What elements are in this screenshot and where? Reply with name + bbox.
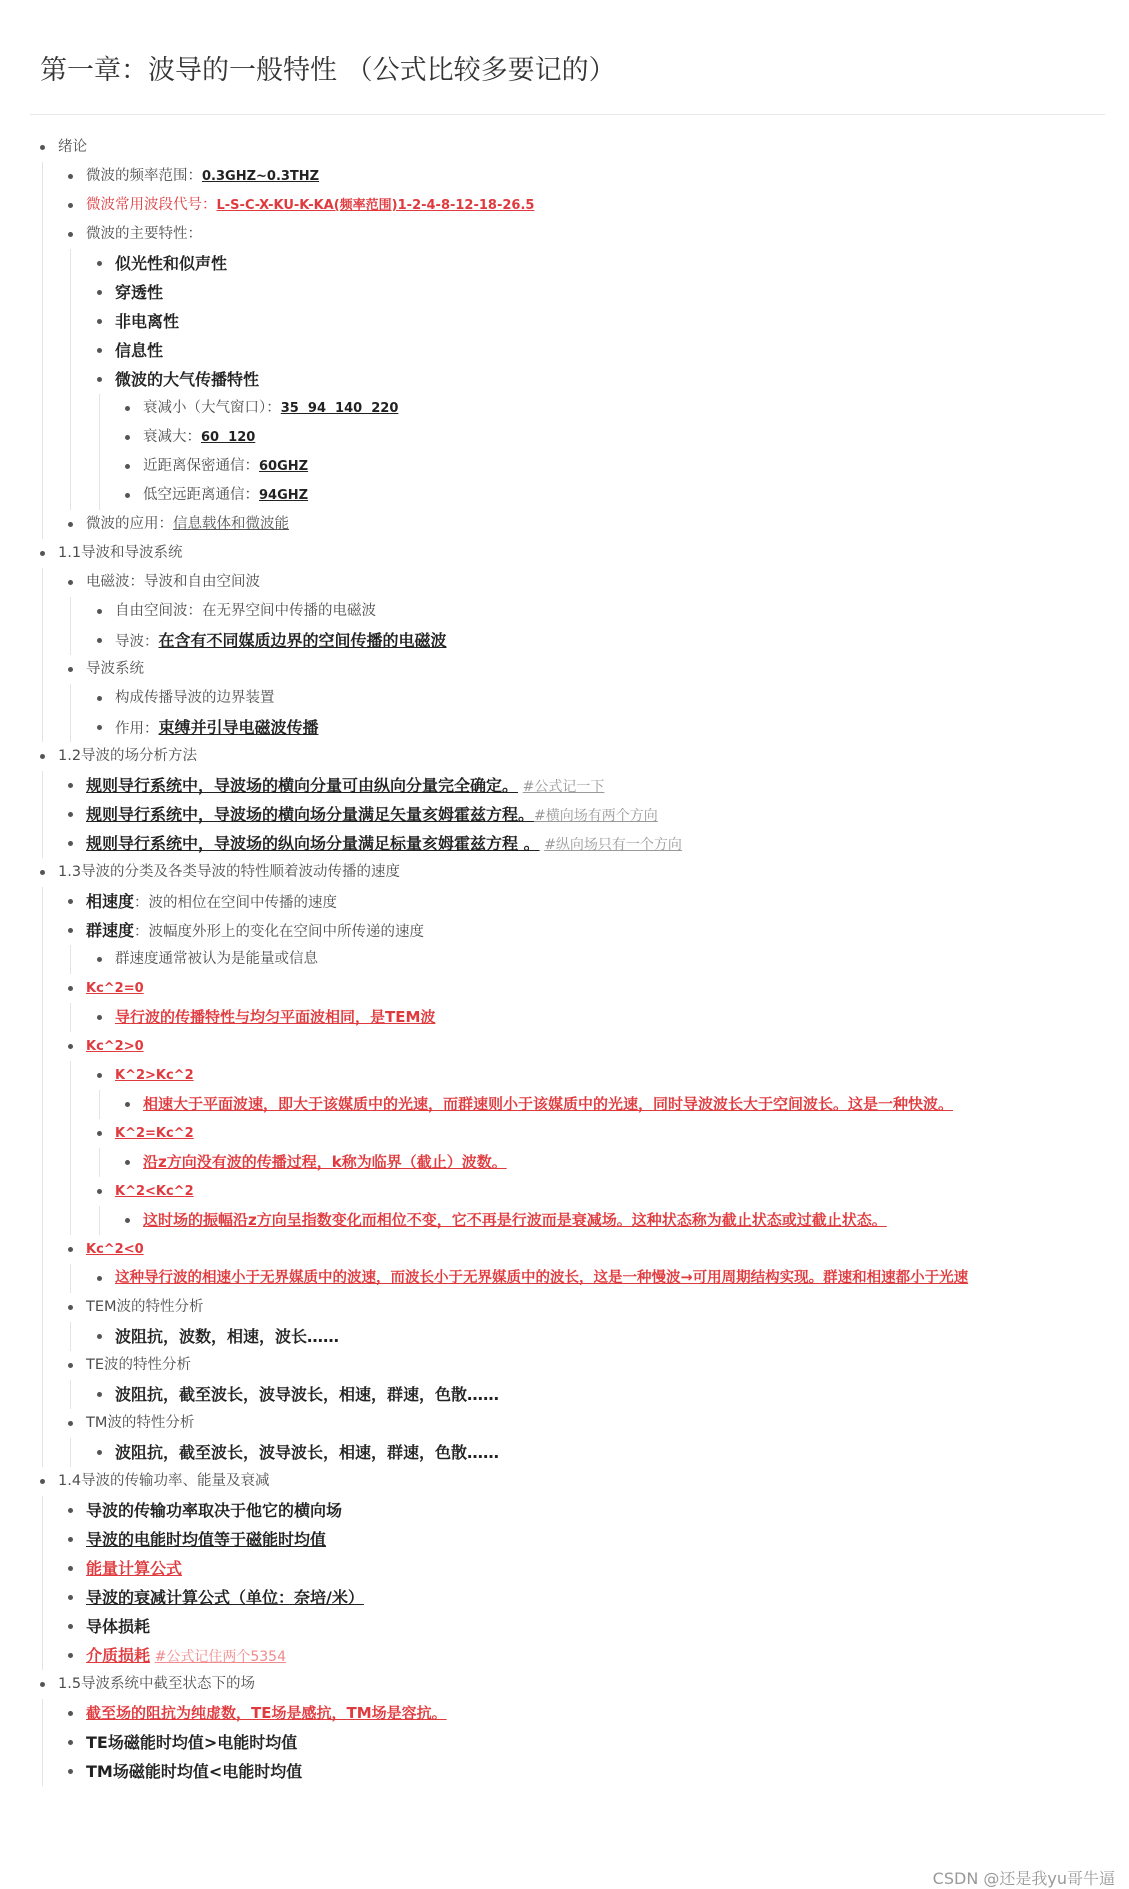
list-item: TE波的特性分析 (0, 1351, 1129, 1380)
list-item: TEM波的特性分析 (0, 1293, 1129, 1322)
list-item (0, 452, 1129, 481)
item-value: 束缚并引导电磁波传播 (158, 718, 319, 737)
item-label: 衰减大： (143, 429, 201, 445)
item-label: 低空远距离通信： (143, 487, 259, 503)
item-text: 规则导行系统中，导波场的横向分量可由纵向分量完全确定。 (86, 776, 519, 795)
list-item: 非电离性 (0, 307, 1129, 336)
list-item: 导波的衰减计算公式（单位：奈培/米） (0, 1583, 1129, 1612)
list-item: 导波的电能时均值等于磁能时均值 (0, 1525, 1129, 1554)
list-item: 微波的大气传播特性 (0, 365, 1129, 394)
outline (0, 133, 1129, 1786)
section-label: 1.2导波的场分析方法 (0, 742, 1129, 771)
item-desc: 沿z方向没有波的传播过程，k称为临界（截止）波数。 (143, 1153, 507, 1171)
item-text: 介质损耗 (86, 1646, 151, 1665)
item-value: 信息载体和微波能 (173, 516, 289, 532)
list-item (0, 1032, 1129, 1061)
list-item: TE场磁能时均值>电能时均值 (0, 1728, 1129, 1757)
list-item (0, 1554, 1129, 1583)
section-label: 1.4导波的传输功率、能量及衰减 (0, 1467, 1129, 1496)
item-desc: 导行波的传播特性与均匀平面波相同，是TEM波 (115, 1008, 436, 1026)
section-1-1 (0, 539, 1129, 742)
section-intro (0, 133, 1129, 539)
list-item: 波阻抗，波数，相速，波长…… (0, 1322, 1129, 1351)
item-term: Kc^2=0 (86, 981, 144, 996)
list-item (0, 626, 1129, 655)
item-term: Kc^2<0 (86, 1242, 144, 1257)
item-term: K^2=Kc^2 (115, 1126, 194, 1141)
list-item (0, 1206, 1129, 1235)
watermark: CSDN @还是我yu哥牛逼 (932, 1869, 1115, 1888)
list-item (0, 162, 1129, 191)
list-item (0, 1641, 1129, 1670)
section-1-5 (0, 1670, 1129, 1786)
list-item: 群速度通常被认为是能量或信息 (0, 945, 1129, 974)
list-item: 自由空间波：在无界空间中传播的电磁波 (0, 597, 1129, 626)
list-item (0, 394, 1129, 423)
item-label: 作用： (115, 721, 159, 737)
list-item (0, 1119, 1129, 1148)
item-label: 导波： (115, 634, 159, 650)
title-divider (30, 114, 1105, 115)
page-title: 第一章：波导的一般特性 （公式比较多要记的） (40, 55, 616, 86)
item-term: K^2>Kc^2 (115, 1068, 194, 1083)
list-item (0, 510, 1129, 539)
list-item (0, 1699, 1129, 1728)
item-label: 微波的频率范围： (86, 168, 202, 184)
list-item (0, 1235, 1129, 1264)
list-item (0, 423, 1129, 452)
item-desc: 相速大于平面波速，即大于该媒质中的光速，而群速则小于该媒质中的光速，同时导波波长大于空间波长。这是一种快波。 (143, 1095, 954, 1113)
item-label: 近距离保密通信： (143, 458, 259, 474)
item-text: 规则导行系统中，导波场的横向场分量满足矢量亥姆霍兹方程。 (86, 805, 535, 824)
item-text: 截至场的阻抗为纯虚数，TE场是感抗，TM场是容抗。 (86, 1704, 447, 1722)
list-item (0, 800, 1129, 829)
list-item (0, 974, 1129, 1003)
list-item (0, 887, 1129, 916)
list-item: TM场磁能时均值<电能时均值 (0, 1757, 1129, 1786)
item-value: 94GHZ (259, 488, 309, 503)
item-value: 60GHZ (259, 459, 309, 474)
item-term: Kc^2>0 (86, 1039, 144, 1054)
item-term: 相速度 (86, 892, 135, 911)
section-1-2 (0, 742, 1129, 858)
list-item (0, 1177, 1129, 1206)
item-value: 0.3GHZ~0.3THZ (202, 169, 320, 184)
hashtag-link[interactable]: #公式记一下 (522, 779, 605, 795)
list-item: 导波的传输功率取决于他它的横向场 (0, 1496, 1129, 1525)
list-item: 穿透性 (0, 278, 1129, 307)
list-item: 波阻抗，截至波长，波导波长，相速，群速，色散…… (0, 1380, 1129, 1409)
section-label: 绪论 (0, 133, 1129, 162)
list-item (0, 771, 1129, 800)
item-value: 在含有不同媒质边界的空间传播的电磁波 (158, 631, 447, 650)
item-label: 衰减小（大气窗口）： (143, 400, 281, 416)
item-desc: ：波幅度外形上的变化在空间中所传递的速度 (134, 924, 425, 940)
section-label: 1.3导波的分类及各类导波的特性顺着波动传播的速度 (0, 858, 1129, 887)
hashtag-link[interactable]: #公式记住两个5354 (154, 1649, 286, 1665)
item-desc: 这种导行波的相速小于无界媒质中的波速，而波长小于无界媒质中的波长，这是一种慢波→可用周期结构实现。群速和相速都小于光速 (115, 1270, 969, 1286)
item-text: 规则导行系统中，导波场的纵向场分量满足标量亥姆霍兹方程 。 (86, 834, 540, 853)
list-item: 电磁波：导波和自由空间波 (0, 568, 1129, 597)
section-label: 1.1导波和导波系统 (0, 539, 1129, 568)
hashtag-link[interactable]: #纵向场只有一个方向 (544, 837, 682, 853)
list-item: 似光性和似声性 (0, 249, 1129, 278)
list-item: TM波的特性分析 (0, 1409, 1129, 1438)
item-value: 35 94 140 220 (280, 401, 399, 416)
item-text: 能量计算公式 (86, 1559, 183, 1578)
list-item (0, 191, 1129, 220)
item-term: 群速度 (86, 921, 135, 940)
list-item: 导波系统 (0, 655, 1129, 684)
section-label: 1.5导波系统中截至状态下的场 (0, 1670, 1129, 1699)
hashtag-link[interactable]: #横向场有两个方向 (534, 808, 658, 824)
list-item (0, 1148, 1129, 1177)
list-item (0, 829, 1129, 858)
list-item (0, 916, 1129, 945)
list-item: 构成传播导波的边界装置 (0, 684, 1129, 713)
list-item (0, 713, 1129, 742)
item-label: 微波常用波段代号： (86, 197, 217, 213)
list-item: 波阻抗，截至波长，波导波长，相速，群速，色散…… (0, 1438, 1129, 1467)
list-item: 信息性 (0, 336, 1129, 365)
list-item: 微波的主要特性： (0, 220, 1129, 249)
item-label: 微波的应用： (86, 516, 173, 532)
item-desc: ：波的相位在空间中传播的速度 (134, 895, 338, 911)
list-item: 导体损耗 (0, 1612, 1129, 1641)
item-desc: 这时场的振幅沿z方向呈指数变化而相位不变，它不再是行波而是衰减场。这种状态称为截止状态或过截止状态。 (143, 1211, 887, 1229)
list-item (0, 1090, 1129, 1119)
section-1-3 (0, 858, 1129, 1467)
item-value: L-S-C-X-KU-K-KA(频率范围)1-2-4-8-12-18-26.5 (216, 198, 535, 213)
section-1-4 (0, 1467, 1129, 1670)
list-item (0, 481, 1129, 510)
list-item (0, 1003, 1129, 1032)
list-item (0, 1061, 1129, 1090)
item-value: 60 120 (201, 430, 256, 445)
list-item (0, 1264, 1129, 1293)
item-term: K^2<Kc^2 (115, 1184, 194, 1199)
